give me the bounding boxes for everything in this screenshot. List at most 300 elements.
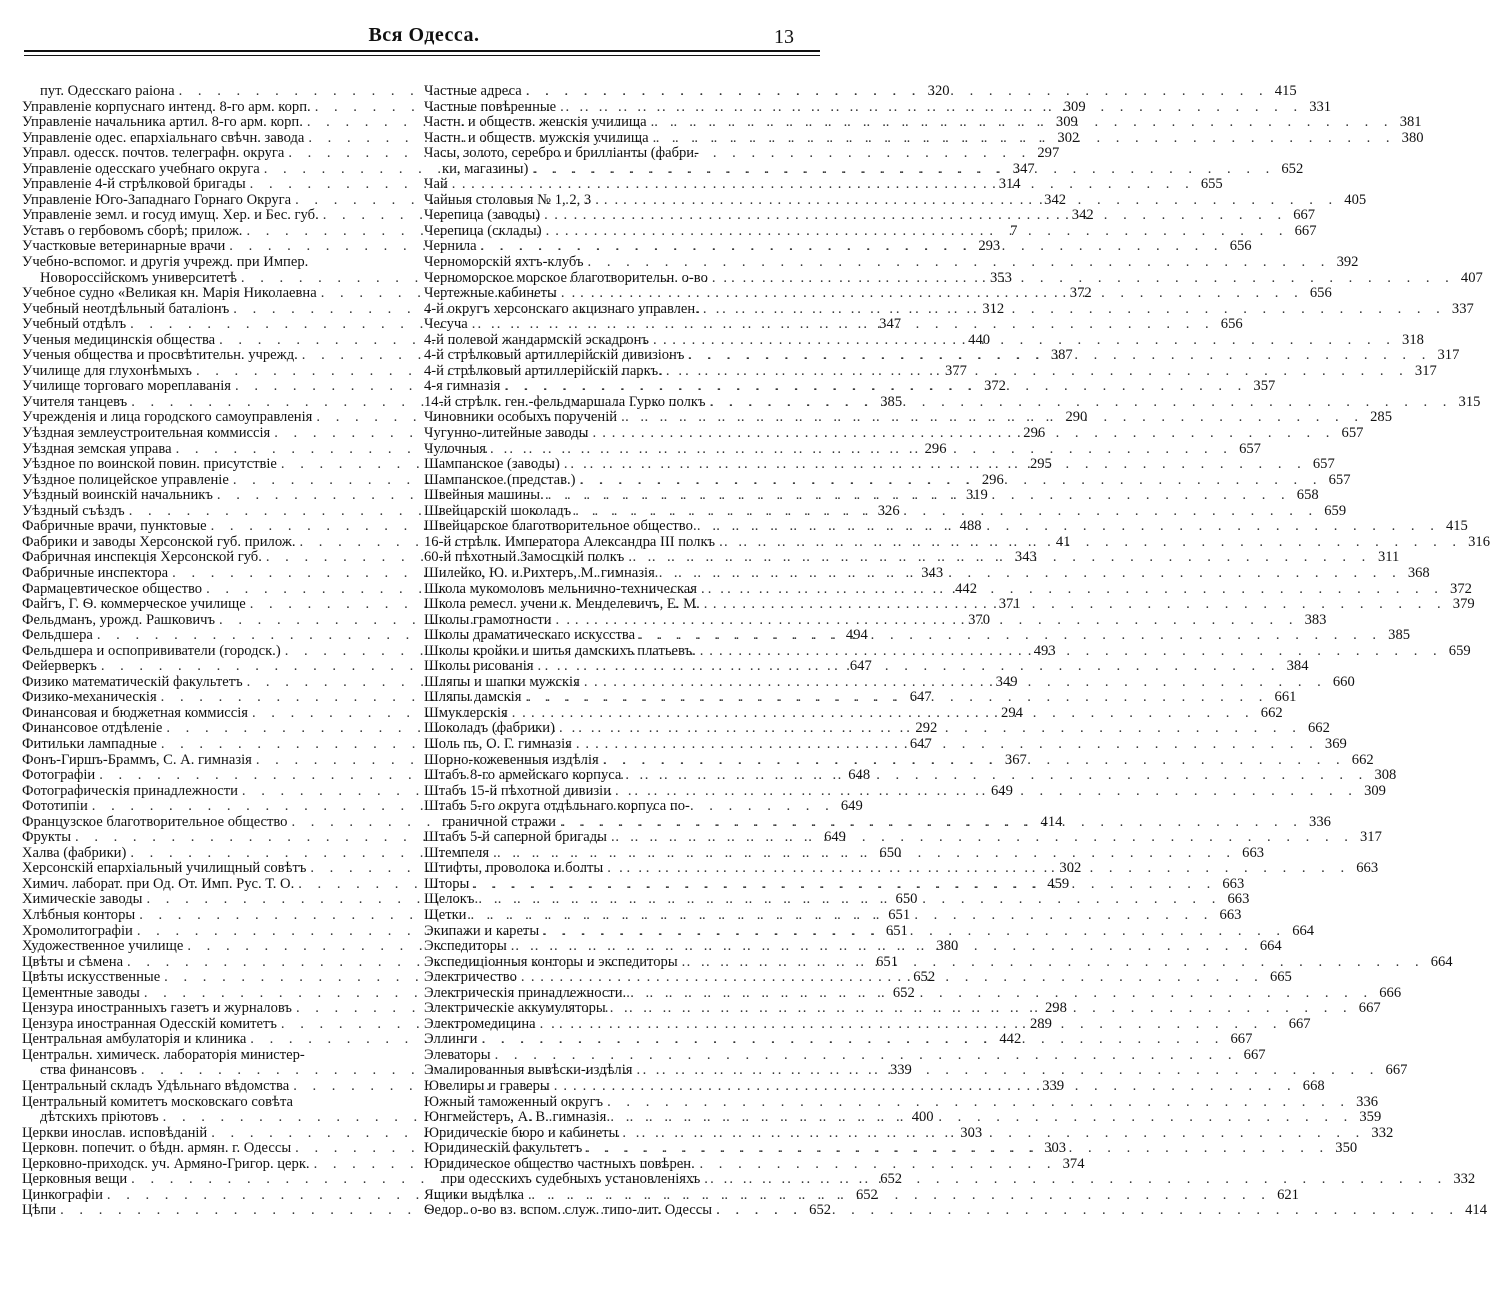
dot-leader — [647, 115, 1394, 131]
entry-page-number: 302 — [1057, 129, 1080, 146]
entry-name: Шмуклерскія — [424, 704, 508, 721]
entry-name: Экспедиціонныя конторы и экспедиторы — [424, 953, 678, 970]
dot-leader — [507, 939, 1254, 955]
dot-leader — [624, 550, 1371, 566]
dot-leader — [591, 193, 1338, 209]
entry-name: Новороссійскомъ университетѣ — [40, 269, 237, 286]
dot-leader — [489, 846, 1236, 862]
entry-name: Шоль пъ, О. Г. гимназія — [424, 735, 572, 752]
dot-leader — [684, 348, 1431, 364]
dot-leader — [715, 535, 1462, 551]
dot-leader — [539, 924, 1286, 940]
dot-leader — [542, 224, 1289, 240]
entry-page-number: 651 — [876, 953, 898, 970]
entry-page-number: 315 — [1458, 393, 1481, 410]
entry-name: Часы, золото, серебро и брилліанты (фабри- — [424, 145, 699, 162]
entry-page-number: 381 — [1399, 114, 1422, 131]
dot-leader — [699, 302, 1446, 318]
entry-name: Фабрики и заводы Херсонской губ. прилож. — [22, 533, 296, 550]
index-entry — [22, 255, 410, 271]
entry-name: Финансовая и бюджетная коммиссія — [22, 704, 248, 721]
entry-page-number: 350 — [1335, 1140, 1358, 1157]
entry-page-number: 377 — [944, 362, 967, 379]
dot-leader — [534, 659, 1281, 675]
entry-page-number: 339 — [1042, 1078, 1065, 1094]
entry-name: Чугунно-литейные заводы — [424, 425, 589, 442]
entry-page-number: 309 — [1055, 114, 1078, 131]
entry-page-number: 664 — [1430, 953, 1453, 970]
entry-page-number: 303 — [1044, 1140, 1067, 1157]
entry-page-number: 294 — [1001, 704, 1023, 721]
entry-name: Церковныя вещи — [22, 1171, 128, 1188]
entry-page-number: 662 — [1307, 720, 1330, 737]
dot-leader — [588, 426, 1335, 442]
entry-page-number: 309 — [1063, 98, 1086, 115]
entry-name: Электромедицина — [424, 1015, 536, 1032]
entry-name: Частные повѣренные — [424, 98, 557, 115]
entry-name: 16-й стрѣлк. Императора Александра III полкъ — [424, 533, 716, 550]
entry-name: Школа ремесл. учени к. Менделевичъ, Е. М. — [424, 596, 700, 613]
entry-name: Уѣздная земская управа — [22, 440, 172, 457]
entry-name: Центральная амбулаторія и клиника — [22, 1031, 247, 1048]
entry-name: Чертежные кабинеты — [424, 285, 557, 302]
entry-page-number: 652 — [855, 1186, 878, 1203]
entry-name: Учрежденія и лица городского самоуправленія — [22, 409, 313, 426]
entry-name: 4-й стрѣлковый артиллерійскій дивизіонъ — [424, 347, 685, 364]
entry-page-number: 656 — [1229, 238, 1252, 255]
entry-page-number: 372 — [1069, 285, 1092, 302]
entry-page-number: 337 — [1451, 300, 1474, 317]
entry-name: Цѣпи — [22, 1202, 57, 1219]
index-entry — [424, 1157, 818, 1173]
entry-page-number: 647 — [849, 658, 872, 675]
entry-name: Учебно-вспомог. и другія учрежд. при Импер. — [22, 254, 309, 271]
entry-name: Штабъ 8-го армейскаго корпуса — [424, 767, 622, 784]
dot-leader — [599, 753, 1346, 769]
dot-leader — [477, 239, 1224, 255]
dot-leader — [521, 690, 1268, 706]
entry-page-number: 663 — [1356, 860, 1379, 877]
dot-leader — [635, 628, 1382, 644]
entry-name: Халва (фабрики) — [22, 844, 127, 861]
entry-name: Экспедиторы — [424, 938, 507, 955]
entry-page-number: 342 — [1044, 191, 1067, 208]
entry-name: Уѣздное по воинской повин. присутствіе — [22, 456, 277, 473]
dot-leader — [474, 892, 1221, 908]
entry-page-number: 652 — [1281, 160, 1304, 177]
entry-name: Экипажи и кареты — [424, 922, 540, 939]
entry-page-number: 667 — [1385, 1062, 1408, 1079]
dot-leader — [517, 970, 1264, 986]
entry-name: Частн. и обществ. мужскія училища — [424, 129, 649, 146]
entry-page-number: 332 — [1371, 1124, 1394, 1141]
entry-page-number: 372 — [984, 378, 1006, 395]
entry-name: Частн. и обществ. женскія училища — [424, 114, 647, 131]
entry-page-number: 369 — [1324, 735, 1347, 752]
dot-leader — [486, 442, 1233, 458]
entry-page-number: 667 — [1294, 222, 1317, 239]
entry-page-number: 357 — [1253, 378, 1276, 395]
entry-page-number: 298 — [1044, 1000, 1067, 1017]
entry-name: Шампанское (заводы) — [424, 456, 560, 473]
entry-name: Шилейко, Ю. и Рихтеръ, М. гимназія — [424, 564, 655, 581]
dot-leader — [540, 208, 1287, 224]
entry-page-number: 647 — [909, 735, 932, 752]
entry-name: Управленіе 4-й стрѣлковой бригады — [22, 176, 246, 193]
entry-name: Черноморскій яхтъ-клубъ — [424, 254, 584, 271]
entry-name: Эмалированныя вывѣски-издѣлія — [424, 1062, 633, 1079]
entry-page-number: 292 — [915, 720, 938, 737]
entry-name: Швейцарское благотворительное общество — [424, 518, 693, 535]
dot-leader — [466, 908, 1213, 924]
entry-name: Ящики выдѣлка — [424, 1186, 525, 1203]
entry-name: Херсонскій епархіальный училищный совѣтъ — [22, 860, 307, 877]
entry-page-number: 392 — [1336, 254, 1359, 271]
entry-name: Управленіе одес. епархіальнаго свѣчн. завода — [22, 129, 305, 146]
entry-page-number: 311 — [1377, 549, 1400, 566]
entry-page-number: 414 — [1040, 813, 1063, 830]
entry-name: Фельдшера — [22, 627, 93, 644]
page-header — [24, 20, 824, 50]
dot-leader — [550, 1079, 1297, 1095]
entry-page-number: 459 — [1047, 875, 1070, 892]
entry-name: Фитильки лампадные — [22, 735, 157, 752]
entry-page-number: 303 — [960, 1124, 983, 1141]
dot-leader — [611, 784, 1358, 800]
dot-leader — [662, 364, 1409, 380]
entry-name: Учебный отдѣлъ — [22, 316, 127, 333]
entry-name: 4-я гимназія — [424, 378, 501, 395]
entry-page-number: 347 — [879, 316, 902, 333]
entry-name: Шляпы дамскія — [424, 689, 522, 706]
entry-name: Фармацевтическое общество — [22, 580, 203, 597]
entry-name: Школы рисованія — [424, 658, 534, 675]
entry-page-number: 317 — [1414, 362, 1437, 379]
entry-page-number: 7 — [1010, 222, 1018, 239]
entry-name: Электричество — [424, 969, 517, 986]
entry-page-number: 667 — [1243, 1046, 1266, 1063]
dot-leader — [528, 162, 1275, 178]
entry-name: Штабъ 5-го округа отдѣльнаго корпуса по- — [424, 798, 690, 815]
entry-page-number: 367 — [1004, 751, 1027, 768]
entry-name: Фабричные врачи, пунктовые — [22, 518, 207, 535]
entry-name: Черноморское морское благотворительн. о-во — [424, 269, 708, 286]
entry-page-number: 657 — [1328, 471, 1351, 488]
entry-name: Частные адреса — [424, 83, 522, 99]
dot-leader — [632, 1063, 1379, 1079]
entry-page-number — [1437, 799, 1465, 815]
entry-page-number: 343 — [921, 564, 944, 581]
entry-name: Швейныя машины. — [424, 487, 544, 504]
dot-leader — [552, 613, 1299, 629]
dot-leader — [706, 395, 1453, 411]
dot-leader — [584, 255, 1331, 271]
entry-page-number: 652 — [809, 1202, 832, 1219]
entry-name: Управленіе одесскаго учебнаго округа — [22, 160, 260, 177]
entry-page-number: 651 — [885, 922, 908, 939]
page-title: Вся Одесса. — [368, 24, 480, 46]
entry-name: при одесскихъ судебныхъ установленіяхъ — [442, 1171, 701, 1188]
entry-page-number: 650 — [895, 891, 918, 908]
index-entry — [22, 1095, 410, 1111]
entry-name: Церкви инослав. исповѣданій — [22, 1124, 208, 1141]
page-number: 13 — [774, 26, 794, 48]
index-entry — [424, 222, 1317, 240]
entry-page-number: 326 — [877, 502, 900, 519]
entry-name: Цементные заводы — [22, 984, 140, 1001]
entry-page-number: 343 — [1014, 549, 1037, 566]
dot-leader — [700, 597, 1447, 613]
entry-name: Швейцарскій шоколадъ — [424, 502, 572, 519]
entry-name: Уѣздное полицейское управленіе — [22, 471, 229, 488]
entry-page-number: 657 — [1312, 456, 1335, 473]
entry-name: Центральн. химическ. лабораторія министер- — [22, 1046, 305, 1063]
entry-name: Фельдманъ, урожд. Рашковичъ — [22, 611, 216, 628]
entry-name: Училище торговаго мореплаванія — [22, 378, 232, 395]
dot-leader — [448, 177, 1195, 193]
entry-page-number: 285 — [1370, 409, 1392, 426]
entry-name: Фабричные инспектора — [22, 564, 169, 581]
dot-leader — [700, 1172, 1447, 1188]
dot-leader — [649, 333, 1396, 349]
entry-name: Фонъ-Гиршъ-Браммъ, С. А. гимназія — [22, 751, 252, 768]
entry-name: Элеваторы — [424, 1046, 491, 1063]
entry-page-number: 320 — [927, 83, 950, 99]
entry-page-number: 667 — [1230, 1031, 1253, 1048]
dot-leader — [696, 644, 1443, 660]
entry-name: Цинкографіи — [22, 1186, 103, 1203]
entry-name: Церковно-приходск. уч. Армяно-Григор. церк. — [22, 1155, 310, 1172]
dot-leader — [536, 1017, 1283, 1033]
entry-name: Химическіе заводы — [22, 891, 143, 908]
dot-leader — [607, 830, 1354, 846]
dot-leader — [708, 271, 1455, 287]
entry-name: Уѣздная землеустроительная коммиссія — [22, 425, 271, 442]
dot-leader — [649, 131, 1396, 147]
entry-name: Шорно-кожевенныя издѣлія — [424, 751, 599, 768]
entry-name: ства финансовъ — [40, 1062, 137, 1079]
entry-name: Уѣздный воинскій начальникъ — [22, 487, 213, 504]
entry-name: Фельдшера и оспопрививатели (городск.) — [22, 642, 281, 659]
entry-page-number: 407 — [1460, 269, 1483, 286]
entry-page-number: 289 — [1029, 1015, 1052, 1032]
entry-name: Финансовое отдѣленіе — [22, 720, 163, 737]
entry-page-number: 380 — [1401, 129, 1424, 146]
index-entry — [424, 1046, 1266, 1064]
entry-name: Французское благотворительное общество — [22, 813, 288, 830]
entry-name: Чесуча — [424, 316, 468, 333]
entry-page-number: 665 — [1269, 969, 1292, 986]
index-entry — [424, 799, 818, 815]
entry-page-number: 296 — [981, 471, 1004, 488]
entry-name: Штабъ 15-й пѣхотной дивизіи — [424, 782, 612, 799]
entry-page-number: 295 — [1029, 456, 1052, 473]
dot-leader — [555, 721, 1302, 737]
entry-name: 4-й полевой жандармскій эскадронъ — [424, 331, 649, 348]
entry-name: Участковые ветеринарные врачи — [22, 238, 226, 255]
entry-page-number: 415 — [1274, 83, 1297, 99]
entry-name: Управл. одесск. почтов. телеграфн. округа — [22, 145, 285, 162]
entry-page-number: 656 — [1220, 316, 1243, 333]
entry-page-number: 656 — [1309, 285, 1332, 302]
entry-page-number: 290 — [1065, 409, 1088, 426]
dot-leader — [580, 675, 1327, 691]
entry-name: Эллинги — [424, 1031, 478, 1048]
entry-name: Чай — [424, 176, 448, 193]
entry-name: Черепица (склады) — [424, 222, 542, 239]
entry-name: Фейерверкъ — [22, 658, 97, 675]
entry-page-number: 659 — [1448, 642, 1471, 659]
entry-page-number: 667 — [1288, 1015, 1311, 1032]
entry-name: Уставъ о гербовомъ сборѣ; прилож. — [22, 222, 243, 239]
entry-page-number: 385 — [880, 393, 903, 410]
entry-page-number: 41 — [1055, 533, 1071, 550]
entry-name: Школы грамотности — [424, 611, 552, 628]
entry-name: Ученыя общества и просвѣтительн. учрежд. — [22, 347, 298, 364]
dot-leader — [491, 1048, 1238, 1064]
entry-page-number: 387 — [1050, 347, 1073, 364]
entry-name: Шампанское (представ.) — [424, 471, 576, 488]
entry-name: Фототипіи — [22, 798, 88, 815]
dot-leader — [556, 815, 1303, 831]
entry-page-number: 296 — [924, 440, 947, 457]
entry-page-number: 339 — [889, 1062, 912, 1079]
entry-page-number: 293 — [978, 238, 1001, 255]
dot-leader — [603, 861, 1350, 877]
entry-page-number: 652 — [892, 984, 915, 1001]
entry-page-number: 667 — [1293, 207, 1316, 224]
dot-leader — [572, 737, 1319, 753]
entry-name: Хромолитографіи — [22, 922, 133, 939]
entry-page-number — [1446, 146, 1474, 162]
entry-name: Центральный складъ Удѣльнаго вѣдомства — [22, 1078, 290, 1094]
entry-name: 14-й стрѣлк. ген.-фельдмаршала Гурко полкъ — [424, 393, 706, 410]
dot-leader — [626, 986, 1373, 1002]
entry-name: граничной стражи — [442, 813, 556, 830]
header-rule-thin — [24, 55, 820, 56]
entry-page-number: 666 — [1379, 984, 1402, 1001]
entry-name: Физико математическій факультетъ — [22, 673, 243, 690]
index-entry — [424, 146, 818, 162]
entry-name: Фотографическія принадлежности — [22, 782, 238, 799]
entry-name: Юнгмейстеръ, А. В. гимназія — [424, 1109, 607, 1126]
entry-page-number: 331 — [1309, 98, 1332, 115]
entry-page-number: 336 — [1356, 1093, 1379, 1110]
dot-leader — [560, 457, 1307, 473]
entry-page-number: 384 — [1286, 658, 1309, 675]
entry-page-number: 312 — [982, 300, 1005, 317]
entry-page-number: 297 — [1037, 145, 1060, 162]
entry-name: Штабъ 5-й саперной бригады — [424, 829, 607, 846]
entry-page-number: 655 — [1200, 176, 1223, 193]
entry-page-number: 649 — [990, 782, 1013, 799]
entry-name: Щелокъ — [424, 891, 475, 908]
entry-page-number: 493 — [1033, 642, 1056, 659]
entry-page-number: 652 — [880, 1171, 903, 1188]
entry-page-number: 379 — [1452, 596, 1475, 613]
entry-name: Шторы — [424, 875, 470, 892]
entry-name: Черепица (заводы) — [424, 207, 541, 224]
dot-leader — [603, 1095, 1350, 1111]
entry-page-number: 667 — [1358, 1000, 1381, 1017]
entry-page-number: 359 — [1359, 1109, 1382, 1126]
entry-name: Юридическіе бюро и кабинеты — [424, 1124, 619, 1141]
entry-name: Ѳедор. о-во вз. вспом. служ. типо-лит. Одессы — [424, 1202, 713, 1219]
entry-name: Уѣздный съѣздъ — [22, 502, 125, 519]
entry-page-number: 308 — [1374, 767, 1397, 784]
entry-name: Электрическіе аккумуляторы — [424, 1000, 606, 1017]
entry-name: 60-й пѣхотный Замосцкій полкъ — [424, 549, 625, 566]
index-entry — [424, 1093, 1379, 1111]
entry-page-number: 663 — [1242, 844, 1265, 861]
entry-page-number: 668 — [1302, 1078, 1325, 1094]
entry-name: Фотографіи — [22, 767, 96, 784]
entry-page-number: 296 — [1023, 425, 1046, 442]
dot-leader — [468, 317, 1215, 333]
entry-page-number: 658 — [1296, 487, 1319, 504]
dot-leader — [500, 379, 1247, 395]
entry-name: Штифты, проволока и болты — [424, 860, 604, 877]
entry-name: Электрическія принадлежности. — [424, 984, 627, 1001]
entry-name: Управленіе начальника артил. 8-го арм. корп. — [22, 114, 303, 131]
entry-name: Юридическое общество частныхъ повѣрен. — [424, 1155, 695, 1172]
entry-name: Школы драматическаго искусства — [424, 627, 636, 644]
entry-page-number: 488 — [959, 518, 982, 535]
entry-page-number: 374 — [1062, 1155, 1085, 1172]
entry-page-number: 662 — [1260, 704, 1283, 721]
entry-name: Шоколадъ (фабрики) — [424, 720, 555, 737]
dot-leader — [576, 473, 1323, 489]
entry-page-number: 302 — [1059, 860, 1082, 877]
header-rule-thick — [24, 50, 820, 52]
entry-name: Ученыя медицинскія общества — [22, 331, 216, 348]
entry-page-number: 494 — [845, 627, 868, 644]
entry-name: 4-й округъ херсонскаго акцизнаго управлен. — [424, 300, 699, 317]
entry-page-number: 651 — [888, 906, 911, 923]
entry-page-number: 657 — [1239, 440, 1261, 457]
entry-name: Учебное судно «Великая кн. Марія Николаевна — [22, 285, 317, 302]
entry-page-number: 660 — [1332, 673, 1355, 690]
entry-name: Чайныя столовыя № 1, 2, 3 — [424, 191, 592, 208]
dot-leader — [621, 768, 1368, 784]
dot-leader — [582, 1141, 1329, 1157]
entry-name: Учебный неотдѣльный баталіонъ — [22, 300, 230, 317]
entry-name: Управленіе Юго-Западнаго Горнаго Округа — [22, 191, 292, 208]
dot-leader — [544, 488, 1291, 504]
dot-leader — [606, 1110, 1353, 1126]
entry-name: Школы кройки и шитья дамскихъ платьевъ. — [424, 642, 696, 659]
entry-name: Училище для глухонѣмыхъ — [22, 362, 192, 379]
entry-name: Шляпы и шапки мужскія — [424, 673, 580, 690]
dot-leader — [678, 955, 1425, 971]
entry-name: Ювелиры и граверы — [424, 1078, 550, 1094]
dot-leader — [606, 1001, 1353, 1017]
entry-page-number: 414 — [1465, 1202, 1488, 1219]
dot-leader — [617, 410, 1364, 426]
entry-name: Церковн. попечит. о бѣдн. армян. г. Одессы — [22, 1140, 292, 1157]
entry-name: дѣтскихъ пріютовъ — [40, 1109, 159, 1126]
entry-page-number: 621 — [1277, 1186, 1299, 1203]
entry-page-number: 309 — [1364, 782, 1386, 799]
index-entry — [424, 254, 1359, 271]
entry-page-number: 415 — [1445, 518, 1468, 535]
dot-leader — [557, 286, 1304, 302]
entry-page-number: 372 — [1450, 580, 1472, 597]
entry-name: Фабричная инспекція Херсонской губ. — [22, 549, 262, 566]
entry-page-number: 652 — [913, 969, 936, 986]
dot-leader — [697, 582, 1444, 598]
entry-name: Южный таможенный округъ — [424, 1093, 604, 1110]
